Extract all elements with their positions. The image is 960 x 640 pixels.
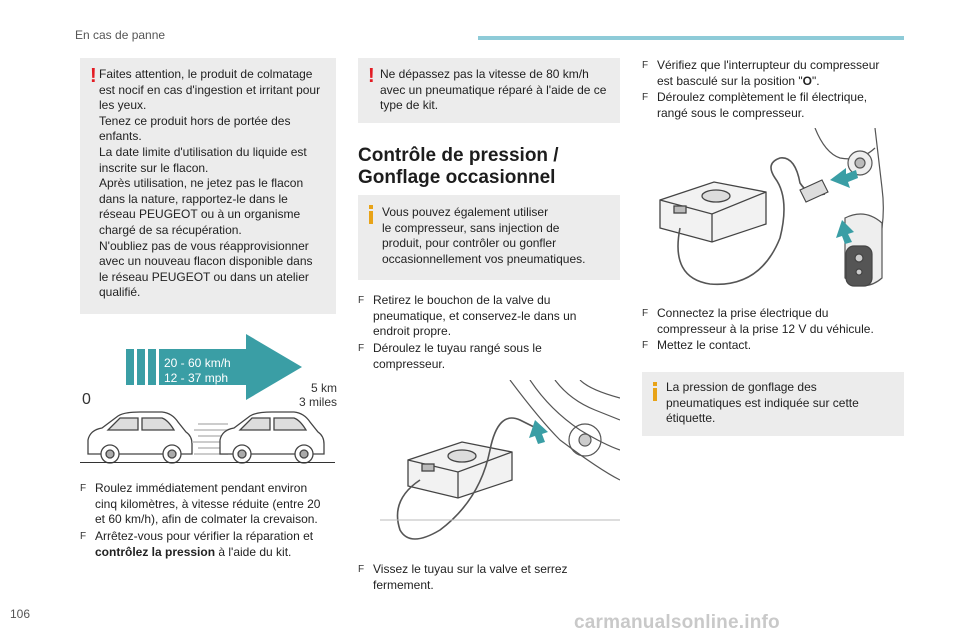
step-stop xyxy=(80,529,340,560)
bullet-icon: F xyxy=(80,531,87,542)
step-ignition-text: Mettez le contact. xyxy=(657,338,752,352)
distance-km: 5 km xyxy=(310,381,337,395)
page-header-title: En cas de panne xyxy=(75,28,166,42)
warning-icon: ! xyxy=(368,65,375,87)
car-right xyxy=(220,412,324,463)
speed-range-label xyxy=(164,356,231,386)
step-stop-prefix: Arrêtez-vous pour vérifier la réparation et xyxy=(95,529,314,543)
info-box-compressor xyxy=(358,195,620,280)
distance-start-label: 0 xyxy=(82,391,91,408)
step-stop-bold: contrôlez la pression xyxy=(95,544,216,559)
step-stop-suffix: à l'aide du kit. xyxy=(215,544,292,559)
step-switch-prefix: Vérifiez que l'interrupteur du compresseur est basculé sur la position " xyxy=(657,58,880,88)
wheel xyxy=(510,380,620,480)
watermark: carmanualsonline.info xyxy=(574,612,780,633)
compressor-body xyxy=(408,442,512,498)
step-drive-text: Roulez immédiatement pendant environ cinq kilomètres, à vitesse réduite (entre 20 et 60 km/h), afin de colmater la crevaison. xyxy=(95,481,321,527)
plug xyxy=(800,180,828,202)
speed-arrow-stripe-2 xyxy=(137,349,145,385)
step-connect xyxy=(642,306,904,337)
warning-box-speed xyxy=(358,58,620,123)
speed-mph: 12 - 37 mph xyxy=(164,371,229,385)
step-unroll-wire xyxy=(642,90,904,121)
step-unroll-wire-text: Déroulez complètement le fil électrique, rangé sous le compresseur. xyxy=(657,90,868,120)
distance-miles: 3 miles xyxy=(298,395,337,409)
compressor-socket-illustration xyxy=(650,128,900,298)
bullet-icon: F xyxy=(642,308,649,319)
info-text-compressor: Vous pouvez également utiliser le compresseur, sans injection de produit, pour contrôler ou gonfler occasionnellement vos pneumatiques. xyxy=(382,205,586,266)
step-unroll-hose xyxy=(358,341,620,372)
step-switch-suffix: ". xyxy=(812,73,820,88)
step-connect-text: Connectez la prise électrique du compresseur à la prise 12 V du véhicule. xyxy=(657,306,874,336)
warning-icon: ! xyxy=(90,65,97,87)
bullet-icon: F xyxy=(642,340,649,351)
step-screw-hose xyxy=(358,562,620,593)
bullet-icon: F xyxy=(358,564,365,575)
info-text-label: La pression de gonflage des pneumatiques est indiquée sur cette étiquette. xyxy=(666,380,859,426)
speed-kmh: 20 - 60 km/h xyxy=(164,356,231,370)
warning-text-speed: Ne dépassez pas la vitesse de 80 km/h avec un pneumatique réparé à l'aide de ce type de kit. xyxy=(380,67,607,113)
info-icon xyxy=(369,205,373,223)
step-cap xyxy=(358,293,620,340)
bullet-icon: F xyxy=(642,60,649,71)
step-unroll-hose-text: Déroulez le tuyau rangé sous le compresseur. xyxy=(373,341,542,371)
bullet-icon: F xyxy=(358,343,365,354)
info-box-label xyxy=(642,372,904,436)
speed-arrow-stripe-1 xyxy=(126,349,134,385)
step-cap-text: Retirez le bouchon de la valve du pneumatique, et conservez-le dans un endroit propre. xyxy=(373,293,577,339)
step-switch xyxy=(642,58,904,89)
speed-arrow-stripe-3 xyxy=(148,349,156,385)
warning-text-sealant: Faites attention, le produit de colmatage est nocif en cas d'ingestion et irritant pour les yeux. Tenez ce produit hors de portée des enfants. La date limite d'utilisation du liquide est inscrite sur le flacon. Après utilisation, ne jetez pas le flacon dans la nature, rapportez-le dans le réseau PEUGEOT ou à un organisme chargé de sa récupération. N'oubliez pas de vous réapprovisionner avec un nouveau flacon disponible dans le réseau PEUGEOT ou dans un atelier qualifié. xyxy=(99,67,321,300)
key-fob xyxy=(846,246,872,286)
arrow-plug xyxy=(830,168,858,188)
bullet-icon: F xyxy=(642,92,649,103)
info-icon xyxy=(653,382,657,400)
step-switch-text xyxy=(642,58,904,89)
step-ignition xyxy=(642,338,904,354)
header-accent-bar xyxy=(478,36,904,40)
step-stop-text xyxy=(80,529,340,560)
compressor-hose-illustration xyxy=(380,380,620,550)
compressor-right xyxy=(660,182,766,242)
bullet-icon: F xyxy=(358,295,365,306)
step-switch-bold: O xyxy=(802,73,813,88)
section-title: Contrôle de pression / Gonflage occasionnel xyxy=(358,145,559,188)
bullet-icon: F xyxy=(80,483,87,494)
warning-box-sealant xyxy=(80,58,336,314)
step-drive xyxy=(80,481,340,528)
step-screw-hose-text: Vissez le tuyau sur la valve et serrez fermement. xyxy=(373,562,568,592)
car-left xyxy=(88,412,192,463)
ground-line xyxy=(80,462,335,463)
distance-end-label xyxy=(289,381,337,409)
cars-illustration xyxy=(80,410,336,466)
page-number: 106 xyxy=(10,607,31,621)
